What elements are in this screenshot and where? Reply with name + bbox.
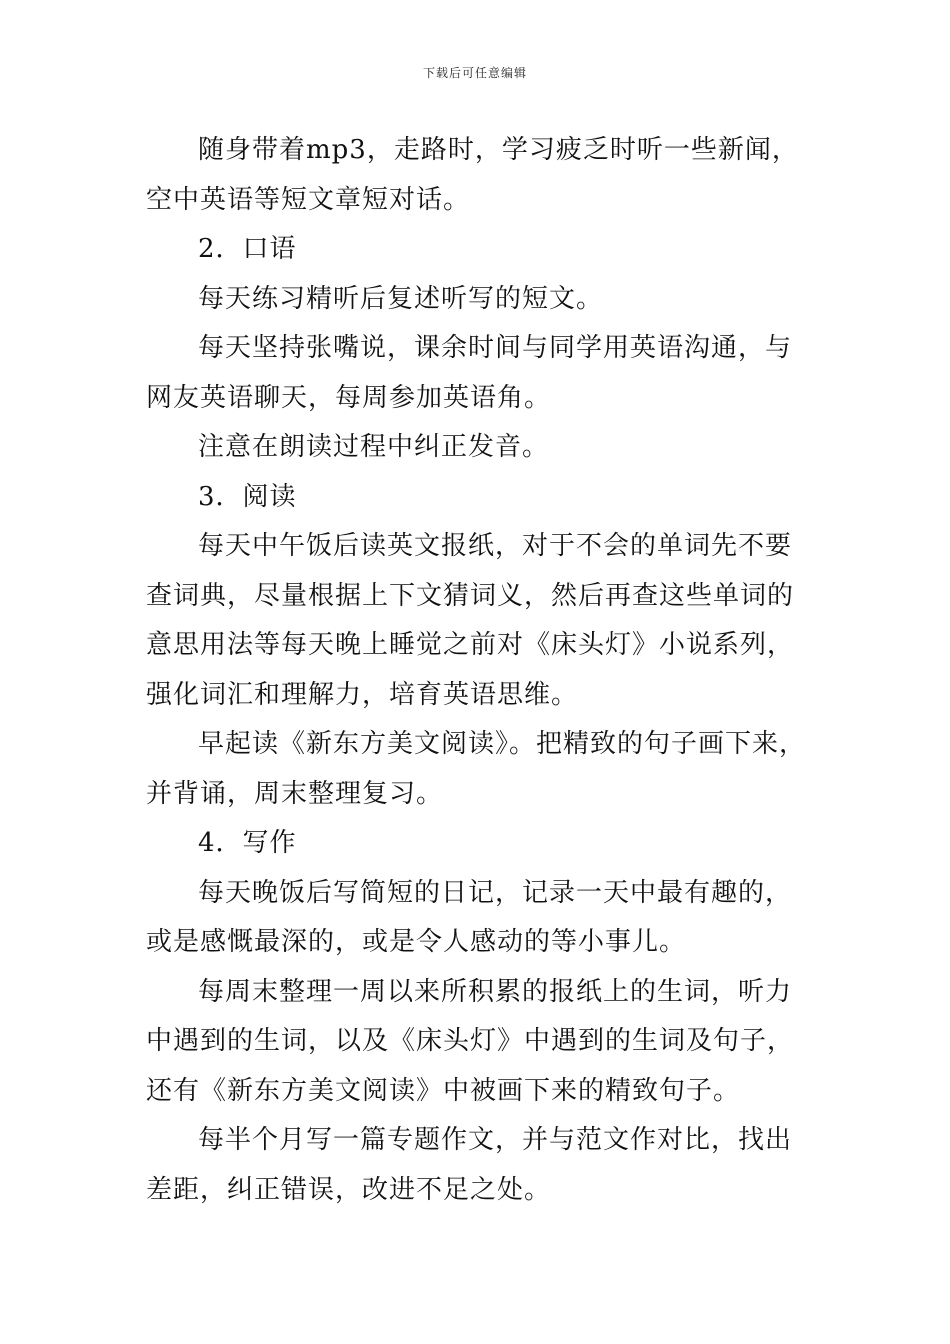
paragraph-newspaper-reading: 每天中午饭后读英文报纸，对于不会的单词先不要查词典，尽量根据上下文猜词义，然后再查这些单词的意思用法等每天晚上睡觉之前对《床头灯》小说系列，强化词汇和理解力，培育英语思维。	[146, 531, 795, 710]
paragraph-daily-speaking: 每天坚持张嘴说，课余时间与同学用英语沟通，与网友英语聊天，每周参加英语角。	[146, 333, 793, 413]
section-heading-writing: 4．写作	[198, 828, 297, 858]
paragraph-mp3-listening: 随身带着mp3，走路时，学习疲乏时听一些新闻，空中英语等短文章短对话。	[146, 135, 799, 215]
document-body	[146, 126, 810, 1215]
paragraph-weekly-review: 每周末整理一周以来所积累的报纸上的生词，听力中遇到的生词，以及《床头灯》中遇到的生词及句子，还有《新东方美文阅读》中被画下来的精致句子。	[146, 976, 795, 1106]
page-header: 下载后可任意编辑	[422, 66, 527, 80]
section-heading-speaking: 2．口语	[198, 234, 297, 264]
paragraph-pronunciation: 注意在朗读过程中纠正发音。	[198, 432, 550, 462]
section-heading-reading: 3．阅读	[198, 481, 297, 512]
paragraph-morning-reading: 早起读《新东方美文阅读》。把精致的句子画下来，并背诵，周末整理复习。	[146, 729, 807, 809]
paragraph-retell: 每天练习精听后复述听写的短文。	[198, 283, 604, 314]
paragraph-diary: 每天晚饭后写简短的日记，记录一天中最有趣的，或是感慨最深的，或是令人感动的等小事儿。	[146, 877, 793, 957]
paragraph-essay: 每半个月写一篇专题作文，并与范文作对比，找出差距，纠正错误，改进不足之处。	[146, 1125, 793, 1205]
